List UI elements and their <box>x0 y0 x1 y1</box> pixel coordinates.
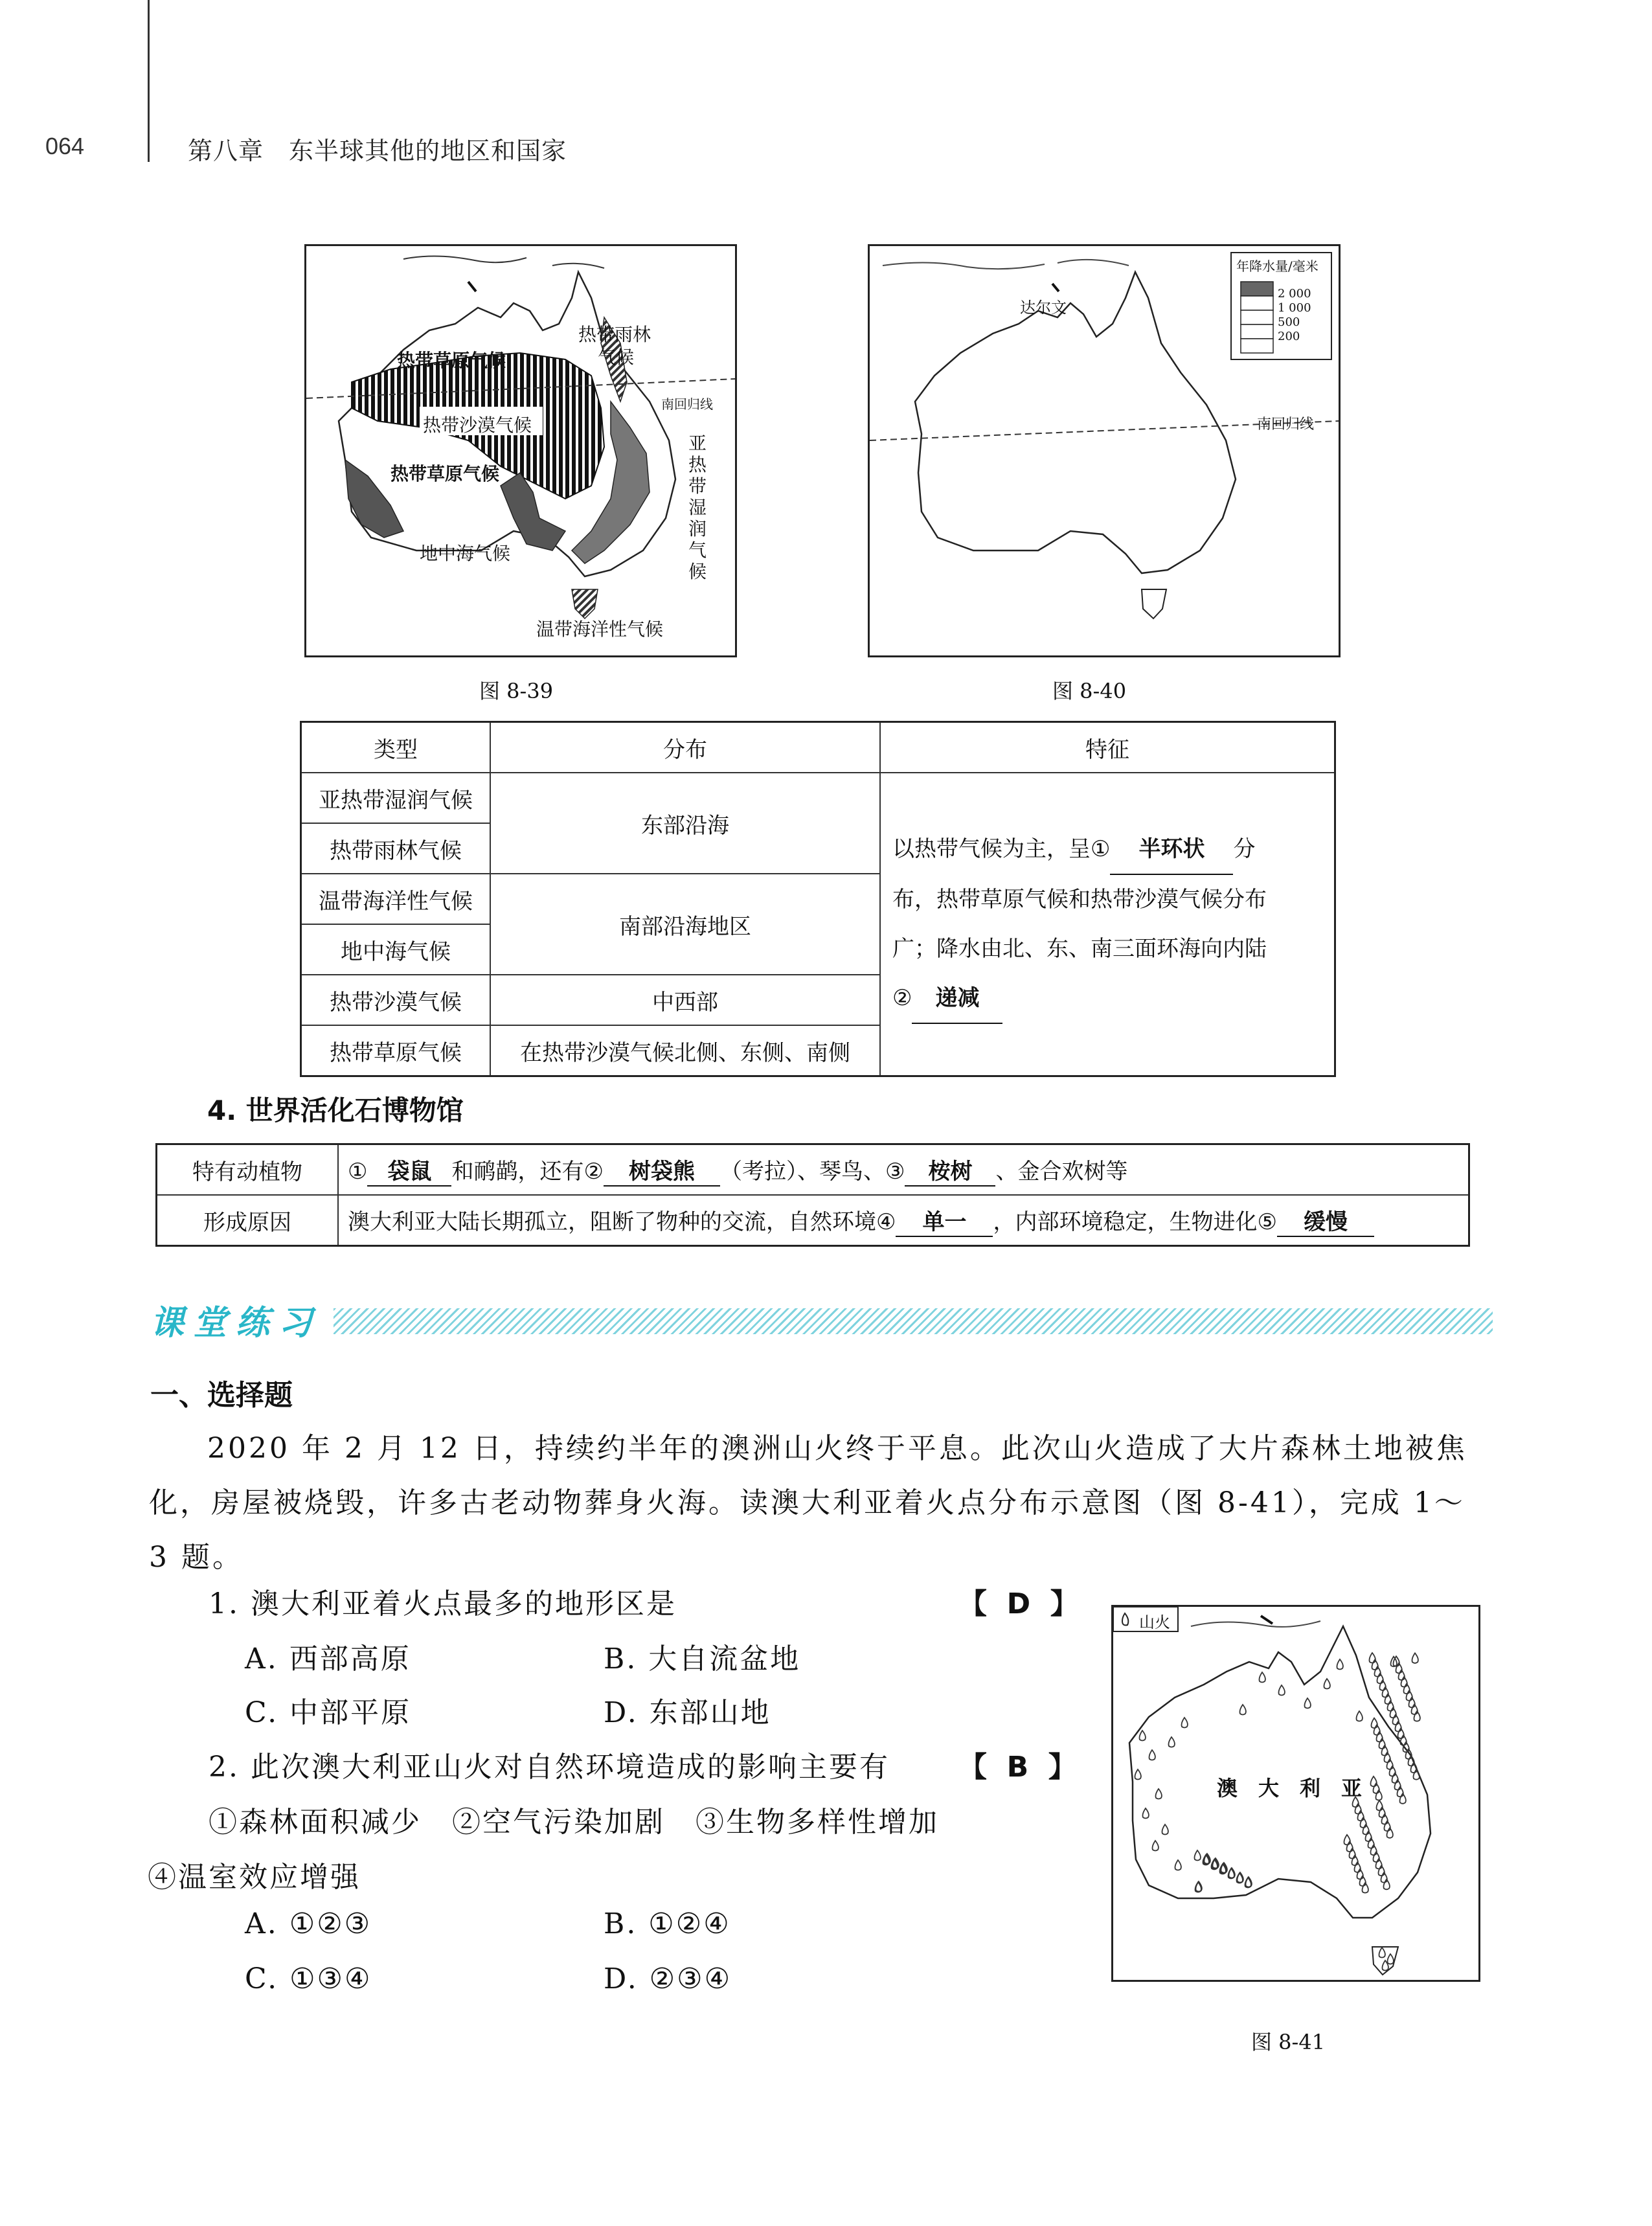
header-type: 类型 <box>301 722 491 773</box>
q1-option-b[interactable]: B. 大自流盆地 <box>604 1642 801 1675</box>
q1-answer: 【 D 】 <box>958 1587 1079 1620</box>
q2-stem: 2. 此次澳大利亚山火对自然环境造成的影响主要有 <box>209 1751 890 1784</box>
row-label-species: 特有动植物 <box>157 1144 339 1196</box>
climate-map-graphic <box>306 246 735 655</box>
answer-slow: 缓慢 <box>1277 1204 1374 1237</box>
legend-value-200: 200 <box>1278 330 1300 343</box>
reason-content: 澳大利亚大陆长期孤立，阻断了物种的交流，自然环境④ 单一 ，内部环境稳定，生物进化⑤ 缓慢 <box>338 1195 1469 1246</box>
multiple-choice-heading: 一、选择题 <box>150 1379 293 1412</box>
section-4-title: 4. 世界活化石博物馆 <box>207 1095 464 1126</box>
caption-8-39: 图 8-39 <box>479 679 554 703</box>
q2-option-d[interactable]: D. ②③④ <box>604 1962 732 1995</box>
rainfall-map-graphic <box>870 246 1339 655</box>
practice-title: 课堂练习 <box>150 1304 322 1343</box>
dist-savanna: 在热带沙漠气候北侧、东侧、南侧 <box>490 1025 880 1076</box>
label-tropic: 南回归线 <box>661 396 713 412</box>
caption-8-40: 图 8-40 <box>1052 679 1127 703</box>
fire-point-icon <box>1370 1653 1375 1663</box>
q2-items-line2: ④温室效应增强 <box>148 1861 361 1894</box>
label-desert: 热带沙漠气候 <box>423 415 532 436</box>
legend-value-500: 500 <box>1278 315 1300 329</box>
q1-option-d[interactable]: D. 东部山地 <box>604 1696 771 1729</box>
figure-8-40-map <box>868 244 1341 657</box>
label-savanna-north: 热带草原气候 <box>397 350 506 371</box>
q2-items-line1: ①森林面积减少 ②空气污染加剧 ③生物多样性增加 <box>209 1806 939 1839</box>
fire-legend-label: 山火 <box>1139 1613 1170 1631</box>
label-savanna-south: 热带草原气候 <box>390 463 500 484</box>
legend-value-1000: 1 000 <box>1278 301 1311 315</box>
dist-east: 东部沿海 <box>490 773 880 874</box>
q1-stem: 1. 澳大利亚着火点最多的地形区是 <box>209 1587 677 1620</box>
answer-single: 单一 <box>896 1204 993 1237</box>
legend-value-2000: 2 000 <box>1278 287 1311 301</box>
climate-feature: 以热带气候为主，呈① 半环状 分 布，热带草原气候和热带沙漠气候分布 广；降水由北、东、南三面环海向内陆 ② 递减 <box>880 773 1335 1076</box>
species-content: ① 袋鼠 和鸸鹋，还有② 树袋熊 （考拉）、琴鸟、③ 桉树 、金合欢树等 <box>338 1144 1469 1196</box>
q1-option-a[interactable]: A. 西部高原 <box>245 1642 411 1675</box>
fossil-table <box>155 1143 1470 1247</box>
figure-8-39-map <box>304 244 737 657</box>
row-label-reason: 形成原因 <box>157 1195 339 1246</box>
dist-central-west: 中西部 <box>490 975 880 1025</box>
label-subtropical: 亚 热 带 湿 润 气 候 <box>688 433 707 582</box>
answer-koala: 树袋熊 <box>604 1153 720 1187</box>
header-feature: 特征 <box>880 722 1335 773</box>
answer-blank-2: 递减 <box>912 973 1002 1024</box>
answer-kangaroo: 袋鼠 <box>367 1153 451 1187</box>
legend-title: 年降水量/毫米 <box>1236 258 1318 274</box>
type-desert: 热带沙漠气候 <box>301 975 491 1025</box>
city-darwin: 达尔文 <box>1020 299 1067 317</box>
label-oceanic: 温带海洋性气候 <box>536 619 664 640</box>
answer-blank-1: 半环状 <box>1110 824 1233 875</box>
label-rainforest-2: 气候 <box>598 346 635 368</box>
type-mediterranean: 地中海气候 <box>301 924 491 975</box>
answer-eucalyptus: 桉树 <box>905 1153 995 1187</box>
caption-8-41: 图 8-41 <box>1251 2030 1326 2054</box>
fire-point-icon <box>1412 1653 1418 1663</box>
q2-option-b[interactable]: B. ①②④ <box>604 1907 731 1940</box>
practice-title-stripe <box>334 1308 1493 1334</box>
type-savanna: 热带草原气候 <box>301 1025 491 1076</box>
q1-option-c[interactable]: C. 中部平原 <box>245 1696 412 1729</box>
label-tropic-2: 南回归线 <box>1257 416 1315 433</box>
q2-option-c[interactable]: C. ①③④ <box>245 1962 372 1995</box>
label-mediterranean: 地中海气候 <box>420 543 511 564</box>
type-oceanic: 温带海洋性气候 <box>301 874 491 924</box>
label-australia: 澳 大 利 亚 <box>1217 1776 1363 1800</box>
type-rainforest: 热带雨林气候 <box>301 823 491 874</box>
label-rainforest: 热带雨林 <box>578 324 651 345</box>
header-distribution: 分布 <box>490 722 880 773</box>
question-intro: 2020 年 2 月 12 日，持续约半年的澳洲山火终于平息。此次山火造成了大片森林土地被焦化，房屋被烧毁，许多古老动物葬身火海。读澳大利亚着火点分布示意图（图 8-41），完成 1～3 题。 <box>149 1432 1467 1574</box>
q2-answer: 【 B 】 <box>958 1751 1077 1784</box>
dist-south: 南部沿海地区 <box>490 874 880 975</box>
header-divider <box>148 0 150 162</box>
climate-table <box>300 721 1336 1077</box>
page-number: 064 <box>45 133 85 159</box>
figure-8-41-map <box>1111 1605 1480 1982</box>
q2-option-a[interactable]: A. ①②③ <box>245 1907 372 1940</box>
chapter-title: 第八章 东半球其他的地区和国家 <box>188 137 567 165</box>
type-subtropical: 亚热带湿润气候 <box>301 773 491 823</box>
